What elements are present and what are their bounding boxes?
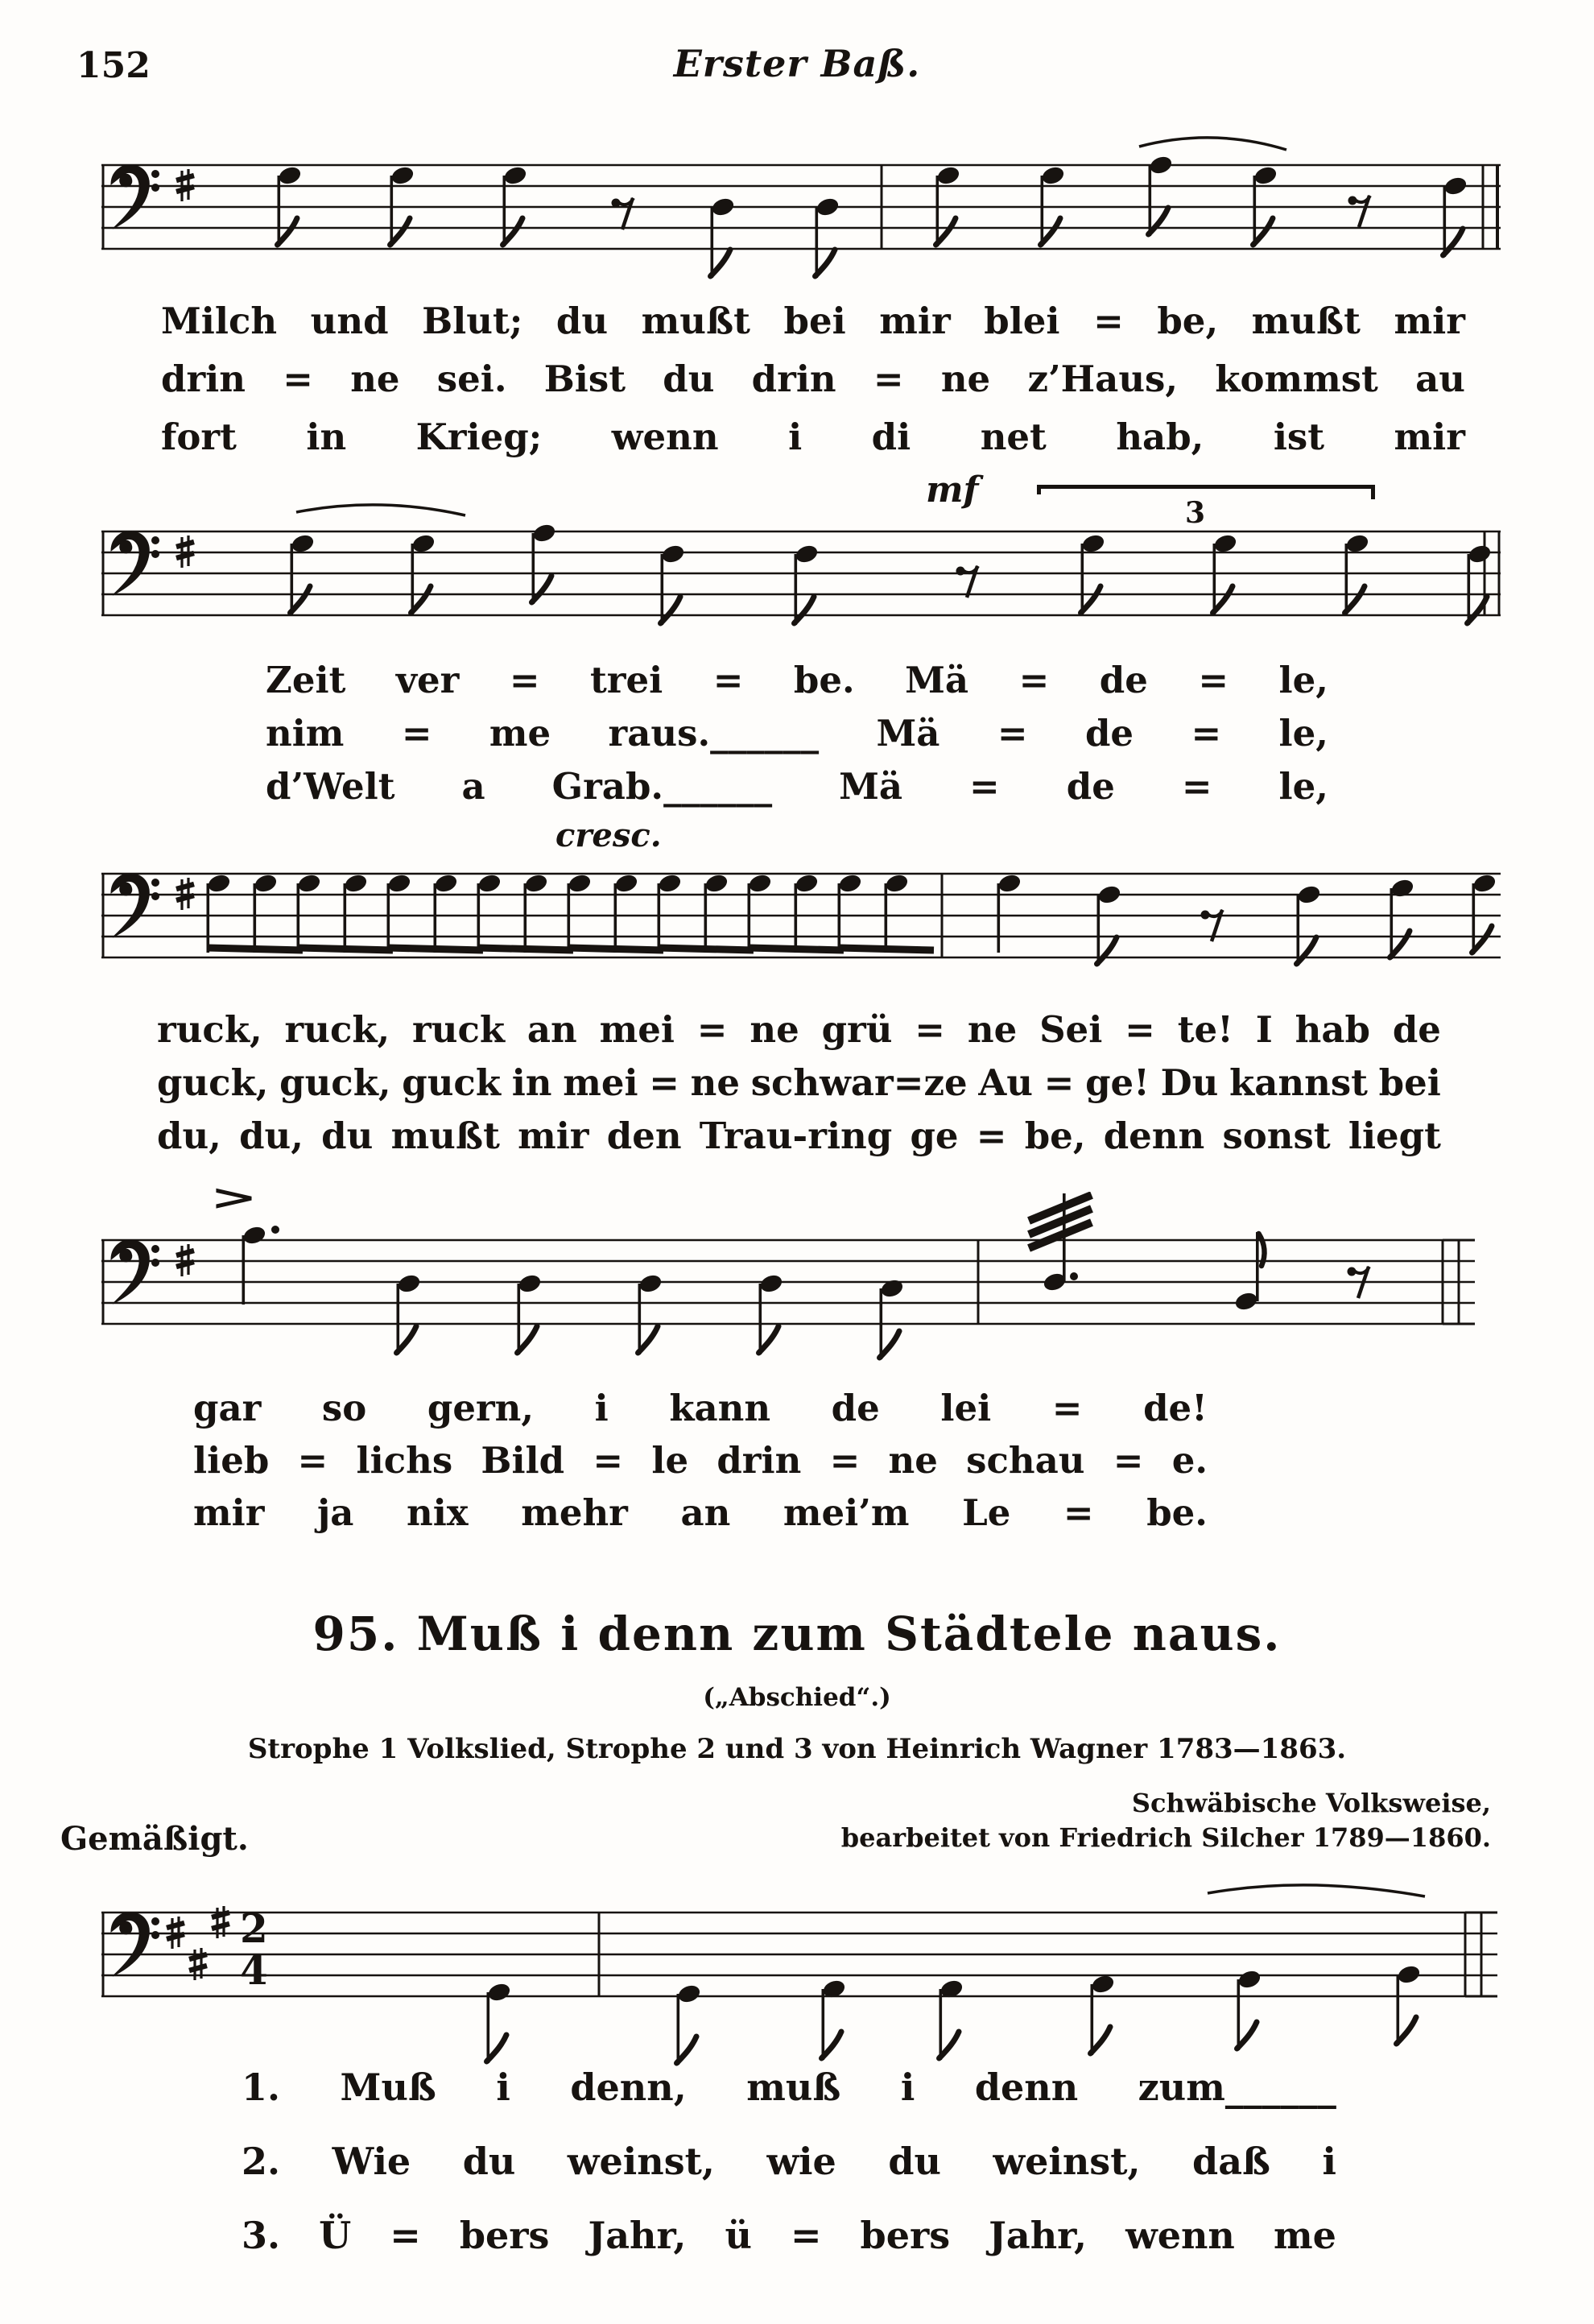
lyric-word: ne	[750, 1008, 799, 1051]
lyric-word: guck	[402, 1061, 502, 1104]
lyric-word: lieb	[193, 1439, 270, 1482]
lyric-word: =	[1191, 712, 1222, 755]
lyric-word: kann	[669, 1387, 771, 1429]
lyric-word: =	[1063, 1491, 1094, 1534]
lyric-word: =	[969, 765, 1000, 808]
lyric-word: in	[511, 1061, 552, 1104]
slur	[1208, 1885, 1425, 1896]
lyric-word: =	[829, 1439, 861, 1482]
lyric-word: =	[1093, 300, 1124, 342]
lyric-line	[266, 659, 1328, 701]
lyric-word: du	[888, 2140, 941, 2183]
lyric-word: =	[390, 2214, 421, 2257]
lyric-word: Bist	[543, 358, 626, 400]
lyric-word: gar	[193, 1387, 262, 1429]
lyric-word: =	[790, 2214, 822, 2257]
lyric-word: net	[980, 416, 1047, 458]
lyric-word: 1.	[242, 2066, 281, 2109]
lyric-word: ruck	[412, 1008, 506, 1051]
lyric-word: =	[1181, 765, 1212, 808]
lyric-word: ver	[395, 659, 460, 701]
lyric-line	[157, 1008, 1441, 1051]
lyric-word: liegt	[1348, 1114, 1441, 1157]
lyric-line	[193, 1387, 1208, 1429]
time-signature-numerator: 2	[240, 1904, 268, 1952]
lyric-word: trei	[590, 659, 663, 701]
lyric-word: Mä	[839, 765, 903, 808]
lyric-word: weinst,	[567, 2140, 715, 2183]
lyric-word: =	[649, 1061, 679, 1104]
lyric-word: sonst	[1222, 1114, 1331, 1157]
lyric-word: =	[1113, 1439, 1144, 1482]
source-line-2: bearbeitet von Friedrich Silcher 1789—1860.	[840, 1822, 1491, 1854]
lyric-word: daß	[1192, 2140, 1270, 2183]
bass-clef-icon	[111, 1240, 159, 1304]
accent-mark: >	[209, 1177, 258, 1218]
lyric-word: mei	[599, 1008, 675, 1051]
lyric-word: ruck,	[157, 1008, 262, 1051]
lyric-word: Ü	[319, 2214, 352, 2257]
lyric-word: du	[321, 1114, 374, 1157]
lyric-word: muß	[746, 2066, 841, 2109]
source-attribution	[841, 1786, 1491, 1855]
lyric-word: 2.	[242, 2140, 281, 2183]
lyric-word: kommst	[1215, 358, 1378, 400]
page-header-title: Erster Baß.	[673, 42, 921, 85]
lyric-word: Muß	[340, 2066, 436, 2109]
lyric-word: an	[527, 1008, 577, 1051]
lyric-line	[161, 300, 1465, 342]
lyric-word: du	[462, 2140, 516, 2183]
lyric-word: Sei	[1039, 1008, 1103, 1051]
tremolo-note	[1029, 1193, 1092, 1293]
lyric-word: zum______	[1138, 2066, 1336, 2109]
lyric-word: Bild	[481, 1439, 565, 1482]
lyric-word: ne	[350, 358, 400, 400]
lyric-word: Trau-ring	[699, 1114, 893, 1157]
lyric-word: be,	[1024, 1114, 1086, 1157]
lyric-word: mir	[518, 1114, 589, 1157]
lyric-word: ne	[940, 358, 991, 400]
lyric-word: den	[606, 1114, 682, 1157]
lyric-word: i	[496, 2066, 510, 2109]
lyric-word: =	[976, 1114, 1007, 1157]
lyric-word: sei.	[436, 358, 507, 400]
bass-clef-icon	[111, 531, 159, 595]
lyric-word: in	[306, 416, 347, 458]
lyric-word: bei	[783, 300, 846, 342]
verse-line	[242, 2214, 1336, 2257]
lyric-line	[266, 765, 1328, 808]
page-number: 152	[76, 45, 151, 86]
lyric-word: du	[663, 358, 715, 400]
lyric-word: an	[680, 1491, 731, 1534]
lyric-word: I	[1255, 1008, 1273, 1051]
lyric-word: ge!	[1085, 1061, 1150, 1104]
lyric-word: weinst,	[993, 2140, 1141, 2183]
slur	[296, 505, 465, 515]
lyric-word: de	[1099, 659, 1148, 701]
lyric-word: =	[297, 1439, 328, 1482]
lyric-word: =	[915, 1008, 946, 1051]
lyric-word: =	[593, 1439, 624, 1482]
lyric-word: blei	[984, 300, 1060, 342]
source-line-1: Schwäbische Volksweise,	[1131, 1788, 1491, 1818]
lyric-word: =	[1018, 659, 1050, 701]
lyric-word: Grab.______	[551, 765, 773, 808]
staff-lines	[101, 1913, 1497, 1996]
lyric-word: mußt	[390, 1114, 500, 1157]
lyric-word: i	[788, 416, 803, 458]
lyric-word: z’Haus,	[1027, 358, 1179, 400]
dynamic-cresc: cresc.	[555, 817, 662, 854]
lyric-word: Jahr,	[989, 2214, 1088, 2257]
lyric-word: a	[461, 765, 485, 808]
lyric-word: le,	[1278, 712, 1328, 755]
lyric-word: le,	[1278, 765, 1328, 808]
lyric-word: i	[900, 2066, 915, 2109]
lyric-word: de	[1066, 765, 1115, 808]
lyric-word: =	[1198, 659, 1229, 701]
lyric-word: =	[873, 358, 904, 400]
lyric-word: drin	[751, 358, 836, 400]
lyric-word: de	[1392, 1008, 1441, 1051]
lyric-word: Krieg;	[415, 416, 543, 458]
lyric-line	[193, 1439, 1208, 1482]
lyric-line	[161, 358, 1465, 400]
staff-system-3	[97, 842, 1505, 1007]
verse-line	[242, 2140, 1336, 2183]
staff-system-4	[97, 1192, 1510, 1381]
lyric-word: lei	[940, 1387, 992, 1429]
lyric-word: guck,	[279, 1061, 391, 1104]
lyric-word: ne	[967, 1008, 1018, 1051]
lyric-word: und	[310, 300, 389, 342]
lyric-word: 3.	[242, 2214, 281, 2257]
time-signature-denominator: 4	[240, 1946, 268, 1994]
lyric-word: be,	[1157, 300, 1219, 342]
lyric-word: le	[651, 1439, 689, 1482]
lyric-line	[161, 416, 1465, 458]
bass-clef-icon	[111, 165, 159, 229]
lyric-word: so	[321, 1387, 367, 1429]
song-title: 95. Muß i denn zum Städtele naus.	[312, 1607, 1282, 1661]
lyric-line	[157, 1114, 1441, 1157]
lyric-word: bers	[860, 2214, 951, 2257]
lyric-word: wenn	[611, 416, 719, 458]
lyric-word: denn	[974, 2066, 1079, 2109]
dynamic-mf: mf	[926, 469, 979, 511]
lyric-word: mir	[193, 1491, 265, 1534]
lyric-word: schwar=ze	[750, 1061, 968, 1104]
lyric-word: bers	[459, 2214, 550, 2257]
lyric-word: di	[871, 416, 911, 458]
lyric-word: Mä	[905, 659, 969, 701]
lyric-word: kannst	[1229, 1061, 1368, 1104]
lyric-word: fort	[161, 416, 237, 458]
staff-system-2	[97, 491, 1505, 664]
staff-system-5	[97, 1864, 1513, 2094]
lyric-word: =	[1051, 1387, 1083, 1429]
lyric-word: e.	[1171, 1439, 1208, 1482]
lyric-word: =	[509, 659, 540, 701]
lyric-word: bei	[1378, 1061, 1441, 1104]
lyric-word: mei	[563, 1061, 638, 1104]
lyric-word: Zeit	[266, 659, 346, 701]
lyric-word: ist	[1273, 416, 1325, 458]
staff-lines	[101, 1240, 1475, 1324]
lyric-word: mei’m	[783, 1491, 910, 1534]
lyric-word: mußt	[1251, 300, 1361, 342]
lyric-word: ge	[910, 1114, 959, 1157]
lyric-word: schau	[966, 1439, 1085, 1482]
lyric-word: Blut;	[422, 300, 523, 342]
triplet-number: 3	[1185, 496, 1206, 530]
lyric-word: hab	[1295, 1008, 1370, 1051]
bass-clef-icon	[111, 1913, 159, 1976]
lyric-word: ne	[690, 1061, 740, 1104]
lyric-word: me	[1273, 2214, 1336, 2257]
lyric-word: le,	[1278, 659, 1328, 701]
lyric-word: ne	[888, 1439, 938, 1482]
lyric-word: du,	[157, 1114, 221, 1157]
lyric-word: nix	[407, 1491, 469, 1534]
lyric-word: de!	[1143, 1387, 1208, 1429]
lyric-word: hab,	[1116, 416, 1204, 458]
lyric-word: de	[831, 1387, 880, 1429]
lyric-word: be.	[793, 659, 855, 701]
lyric-word: =	[283, 358, 313, 400]
lyric-word: =	[401, 712, 432, 755]
lyric-word: ü	[725, 2214, 752, 2257]
lyric-word: me	[489, 712, 551, 755]
lyric-line	[266, 712, 1328, 755]
lyric-word: guck,	[157, 1061, 269, 1104]
verse-line	[242, 2066, 1336, 2109]
lyric-word: gern,	[427, 1387, 535, 1429]
lyric-word: be.	[1146, 1491, 1208, 1534]
lyric-word: mir	[1394, 300, 1465, 342]
lyric-word: mußt	[641, 300, 750, 342]
lyric-word: drin	[161, 358, 246, 400]
song-subtitle: („Abschied“.)	[703, 1683, 891, 1712]
lyric-word: =	[1043, 1061, 1075, 1104]
lyric-word: ja	[316, 1491, 354, 1534]
lyric-word: mehr	[521, 1491, 628, 1534]
key-signature-sharps	[167, 1906, 229, 1980]
lyric-word: wenn	[1125, 2214, 1235, 2257]
lyric-line	[193, 1491, 1208, 1534]
lyric-word: nim	[266, 712, 345, 755]
lyric-word: =	[1125, 1008, 1155, 1051]
lyric-word: du	[555, 300, 609, 342]
lyric-line	[157, 1061, 1441, 1104]
lyric-word: lichs	[356, 1439, 453, 1482]
lyric-word: =	[997, 712, 1028, 755]
lyric-word: Wie	[332, 2140, 411, 2183]
lyric-word: raus.______	[608, 712, 820, 755]
lyric-word: =	[712, 659, 744, 701]
lyric-word: Milch	[161, 300, 278, 342]
lyric-word: grü	[821, 1008, 893, 1051]
staff-system-1	[97, 127, 1505, 300]
lyric-word: denn,	[570, 2066, 687, 2109]
lyric-word: de	[1084, 712, 1134, 755]
lyric-word: ruck,	[284, 1008, 390, 1051]
slur	[1139, 138, 1286, 150]
lyric-word: Du	[1160, 1061, 1219, 1104]
tempo-marking: Gemäßigt.	[60, 1820, 249, 1858]
lyric-word: wie	[766, 2140, 836, 2183]
lyric-word: mir	[879, 300, 951, 342]
lyric-word: i	[594, 1387, 609, 1429]
lyric-word: d’Welt	[266, 765, 395, 808]
lyric-word: du,	[239, 1114, 304, 1157]
lyric-word: mir	[1394, 416, 1465, 458]
lyric-word: Mä	[876, 712, 940, 755]
song-credit: Strophe 1 Volkslied, Strophe 2 und 3 von Heinrich Wagner 1783—1863.	[247, 1733, 1347, 1765]
lyric-word: drin	[716, 1439, 802, 1482]
lyric-word: Le	[962, 1491, 1011, 1534]
lyric-word: Jahr,	[588, 2214, 687, 2257]
lyric-word: =	[696, 1008, 728, 1051]
bass-clef-icon	[111, 874, 159, 937]
lyric-word: i	[1322, 2140, 1336, 2183]
lyric-word: Au	[978, 1061, 1033, 1104]
lyric-word: au	[1415, 358, 1465, 400]
staff-lines	[101, 165, 1501, 249]
lyric-word: denn	[1103, 1114, 1205, 1157]
lyric-word: te!	[1177, 1008, 1233, 1051]
